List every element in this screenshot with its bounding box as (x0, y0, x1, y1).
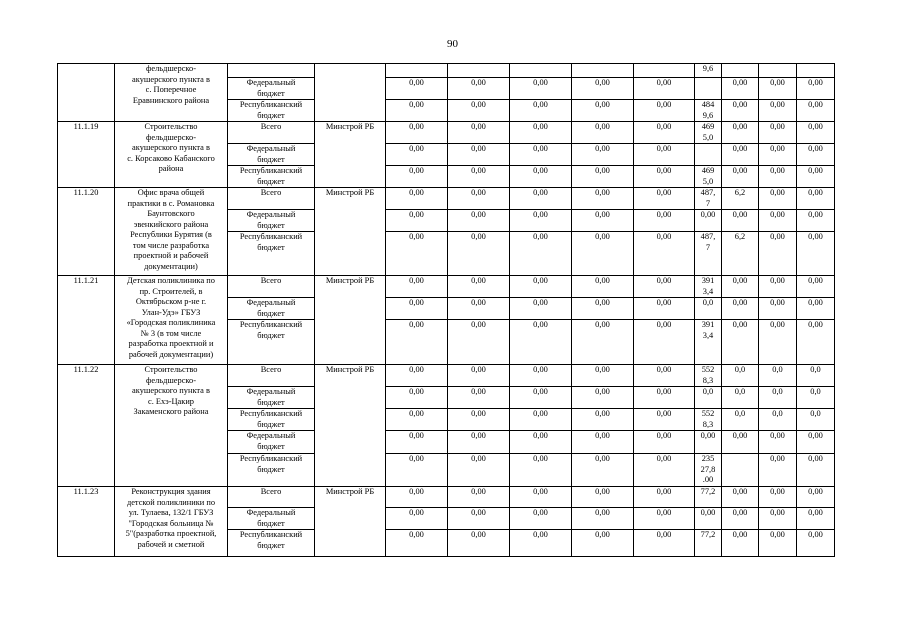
funding-source: Всего (228, 487, 315, 508)
value-cell: 0,00 (386, 276, 448, 298)
value-cell: 0,0 (759, 387, 797, 409)
value-cell (722, 64, 759, 78)
value-cell (797, 64, 835, 78)
funding-source: Федеральный бюджет (228, 387, 315, 409)
funding-source: Федеральный бюджет (228, 210, 315, 232)
value-cell: 77,2 (695, 487, 722, 508)
value-cell: 0,00 (386, 454, 448, 487)
value-cell: 0,00 (448, 122, 510, 144)
value-cell: 0,00 (386, 166, 448, 188)
value-cell: 0,00 (386, 320, 448, 365)
value-cell: 0,00 (386, 232, 448, 276)
value-cell: 0,00 (634, 508, 695, 530)
value-cell: 0,00 (797, 210, 835, 232)
funding-source: Республиканский бюджет (228, 320, 315, 365)
value-cell: 6,2 (722, 232, 759, 276)
value-cell: 0,00 (386, 365, 448, 387)
value-cell: 0,00 (722, 431, 759, 454)
value-cell: 0,00 (510, 387, 572, 409)
value-cell: 0,00 (386, 431, 448, 454)
measure-code: 11.1.20 (58, 188, 115, 276)
funding-source: Всего (228, 276, 315, 298)
value-cell: 0,00 (634, 530, 695, 557)
funding-source (228, 64, 315, 78)
value-cell: 0,00 (572, 454, 634, 487)
value-cell: 0,00 (695, 210, 722, 232)
executor (315, 64, 386, 122)
value-cell: 0,00 (386, 100, 448, 122)
value-cell: 0,00 (510, 320, 572, 365)
value-cell: 0,00 (386, 298, 448, 320)
value-cell: 0,00 (797, 487, 835, 508)
value-cell: 0,00 (448, 188, 510, 210)
value-cell: 0,00 (759, 188, 797, 210)
value-cell: 0,00 (448, 232, 510, 276)
value-cell: 0,00 (510, 409, 572, 431)
value-cell: 0,00 (448, 454, 510, 487)
value-cell: 0,00 (448, 144, 510, 166)
funding-source: Республиканский бюджет (228, 232, 315, 276)
value-cell: 0,00 (722, 320, 759, 365)
value-cell: 0,00 (448, 298, 510, 320)
value-cell: 469 5,0 (695, 122, 722, 144)
value-cell: 0,00 (797, 100, 835, 122)
value-cell: 0,00 (448, 365, 510, 387)
value-cell: 391 3,4 (695, 276, 722, 298)
funding-source: Республиканский бюджет (228, 166, 315, 188)
value-cell: 0,00 (510, 431, 572, 454)
value-cell: 0,00 (510, 454, 572, 487)
value-cell: 0,00 (572, 530, 634, 557)
value-cell: 0,00 (386, 122, 448, 144)
value-cell: 0,00 (722, 530, 759, 557)
value-cell: 0,0 (797, 365, 835, 387)
value-cell: 0,00 (797, 122, 835, 144)
value-cell: 0,00 (759, 166, 797, 188)
value-cell: 552 8,3 (695, 365, 722, 387)
table-row (58, 487, 835, 508)
value-cell: 0,00 (572, 144, 634, 166)
value-cell: 0,00 (759, 232, 797, 276)
value-cell: 0,00 (759, 144, 797, 166)
value-cell: 0,00 (759, 508, 797, 530)
value-cell: 0,00 (797, 530, 835, 557)
value-cell: 0,00 (510, 210, 572, 232)
value-cell: 0,00 (634, 232, 695, 276)
value-cell: 0,00 (510, 188, 572, 210)
value-cell: 0,00 (510, 122, 572, 144)
value-cell: 0,00 (572, 387, 634, 409)
value-cell: 0,00 (572, 487, 634, 508)
budget-table (57, 63, 835, 557)
value-cell: 235 27,8 .00 (695, 454, 722, 487)
value-cell: 0,00 (572, 365, 634, 387)
value-cell: 0,00 (797, 298, 835, 320)
measure-code: 11.1.23 (58, 487, 115, 557)
value-cell: 6,2 (722, 188, 759, 210)
funding-source: Республиканский бюджет (228, 409, 315, 431)
executor: Минстрой РБ (315, 276, 386, 365)
value-cell: 0,00 (759, 122, 797, 144)
value-cell: 0,00 (759, 431, 797, 454)
value-cell: 0,00 (722, 166, 759, 188)
value-cell (572, 64, 634, 78)
value-cell: 0,00 (572, 78, 634, 100)
page-number: 90 (447, 38, 458, 50)
value-cell: 0,00 (759, 454, 797, 487)
value-cell: 0,00 (722, 276, 759, 298)
table-row (58, 276, 835, 298)
value-cell: 0,00 (759, 210, 797, 232)
value-cell: 0,00 (722, 487, 759, 508)
value-cell: 0,00 (448, 166, 510, 188)
table-row (58, 122, 835, 144)
value-cell: 0,00 (448, 78, 510, 100)
value-cell: 391 3,4 (695, 320, 722, 365)
value-cell: 0,00 (634, 188, 695, 210)
measure-name: Реконструкция здания детской поликлиники по ул. Тулаева, 132/1 ГБУЗ "Городская больница № 5"(разработка проектной, рабочей и сметной (115, 487, 228, 557)
measure-name: Строительство фельдшерско- акушерского пункта в с. Ехэ-Цакир Закаменского района (115, 365, 228, 487)
value-cell: 0,0 (722, 387, 759, 409)
value-cell: 0,00 (510, 232, 572, 276)
value-cell: 0,00 (722, 122, 759, 144)
value-cell: 0,00 (448, 530, 510, 557)
value-cell: 487, 7 (695, 188, 722, 210)
value-cell: 0,00 (797, 188, 835, 210)
measure-name: фельдшерско- акушерского пункта в с. Поперечное Еравнинского района (115, 64, 228, 122)
value-cell: 0,00 (386, 487, 448, 508)
value-cell: 0,00 (572, 508, 634, 530)
funding-source: Всего (228, 365, 315, 387)
table-row (58, 64, 835, 78)
value-cell: 0,00 (572, 100, 634, 122)
value-cell: 487, 7 (695, 232, 722, 276)
value-cell: 0,00 (448, 387, 510, 409)
value-cell: 0,00 (797, 232, 835, 276)
value-cell (722, 454, 759, 487)
value-cell: 0,00 (634, 387, 695, 409)
value-cell: 0,0 (695, 387, 722, 409)
value-cell: 0,00 (797, 431, 835, 454)
value-cell: 0,00 (634, 210, 695, 232)
value-cell: 0,00 (386, 78, 448, 100)
value-cell: 469 5,0 (695, 166, 722, 188)
value-cell: 0,00 (797, 276, 835, 298)
value-cell: 0,00 (572, 320, 634, 365)
value-cell: 0,00 (722, 298, 759, 320)
value-cell: 0,00 (386, 188, 448, 210)
value-cell: 0,00 (695, 508, 722, 530)
table-row (58, 365, 835, 387)
value-cell: 0,00 (510, 487, 572, 508)
value-cell: 0,00 (510, 100, 572, 122)
value-cell: 0,00 (759, 78, 797, 100)
measure-name: Офис врача общей практики в с. Романовка Баунтовского эвенкийского района Республики Бурятия (в том числе разработка проектной и рабочей документации) (115, 188, 228, 276)
value-cell: 0,00 (759, 530, 797, 557)
value-cell: 0,00 (510, 508, 572, 530)
value-cell: 0,00 (722, 78, 759, 100)
value-cell: 0,00 (386, 387, 448, 409)
measure-code: 11.1.21 (58, 276, 115, 365)
measure-name: Детская поликлиника по пр. Строителей, в Октябрьском р-не г. Улан-Удэ» ГБУЗ «Городская поликлиника № 3 (в том числе разработка проектной и рабочей документации) (115, 276, 228, 365)
value-cell: 0,00 (448, 431, 510, 454)
value-cell: 0,00 (634, 166, 695, 188)
executor: Минстрой РБ (315, 122, 386, 188)
measure-code: 11.1.19 (58, 122, 115, 188)
value-cell: 552 8,3 (695, 409, 722, 431)
value-cell: 0,00 (386, 508, 448, 530)
value-cell: 0,00 (510, 78, 572, 100)
value-cell: 0,00 (572, 210, 634, 232)
funding-source: Республиканский бюджет (228, 100, 315, 122)
value-cell: 0,00 (759, 276, 797, 298)
funding-source: Федеральный бюджет (228, 298, 315, 320)
value-cell: 0,00 (572, 188, 634, 210)
value-cell (386, 64, 448, 78)
value-cell: 0,00 (722, 144, 759, 166)
value-cell: 0,00 (722, 508, 759, 530)
measure-code (58, 64, 115, 122)
value-cell: 0,00 (634, 78, 695, 100)
executor: Минстрой РБ (315, 487, 386, 557)
value-cell: 0,00 (634, 298, 695, 320)
value-cell: 0,0 (722, 365, 759, 387)
measure-code: 11.1.22 (58, 365, 115, 487)
value-cell: 0,00 (448, 487, 510, 508)
value-cell: 0,00 (510, 298, 572, 320)
value-cell: 77,2 (695, 530, 722, 557)
value-cell: 0,00 (759, 100, 797, 122)
value-cell: 0,00 (448, 276, 510, 298)
value-cell: 0,00 (448, 210, 510, 232)
value-cell: 0,0 (759, 365, 797, 387)
value-cell: 0,00 (510, 276, 572, 298)
value-cell: 0,00 (759, 298, 797, 320)
value-cell: 0,00 (572, 166, 634, 188)
value-cell: 0,00 (448, 508, 510, 530)
value-cell (695, 78, 722, 100)
value-cell: 0,00 (634, 100, 695, 122)
value-cell (448, 64, 510, 78)
value-cell: 0,00 (386, 144, 448, 166)
funding-source: Всего (228, 188, 315, 210)
value-cell: 0,00 (386, 530, 448, 557)
value-cell: 0,00 (448, 409, 510, 431)
funding-source: Республиканский бюджет (228, 454, 315, 487)
value-cell: 0,00 (797, 166, 835, 188)
funding-source: Всего (228, 122, 315, 144)
value-cell: 0,00 (797, 144, 835, 166)
value-cell: 0,0 (695, 298, 722, 320)
value-cell: 0,00 (386, 210, 448, 232)
value-cell: 0,00 (797, 78, 835, 100)
value-cell: 0,0 (797, 409, 835, 431)
executor: Минстрой РБ (315, 365, 386, 487)
value-cell: 0,00 (759, 320, 797, 365)
value-cell: 0,00 (510, 365, 572, 387)
funding-source: Федеральный бюджет (228, 508, 315, 530)
value-cell: 0,00 (572, 298, 634, 320)
value-cell: 0,00 (722, 210, 759, 232)
table-row (58, 188, 835, 210)
value-cell: 0,00 (572, 122, 634, 144)
value-cell: 0,00 (510, 144, 572, 166)
value-cell: 0,0 (722, 409, 759, 431)
value-cell: 0,00 (634, 409, 695, 431)
value-cell: 0,00 (797, 508, 835, 530)
value-cell: 0,0 (759, 409, 797, 431)
value-cell: 0,0 (797, 387, 835, 409)
value-cell: 9,6 (695, 64, 722, 78)
value-cell (695, 144, 722, 166)
value-cell: 0,00 (634, 320, 695, 365)
value-cell: 0,00 (572, 232, 634, 276)
value-cell: 0,00 (572, 409, 634, 431)
value-cell: 0,00 (634, 144, 695, 166)
value-cell: 0,00 (572, 431, 634, 454)
value-cell: 484 9,6 (695, 100, 722, 122)
value-cell: 0,00 (510, 166, 572, 188)
value-cell (634, 64, 695, 78)
value-cell: 0,00 (634, 122, 695, 144)
value-cell: 0,00 (695, 431, 722, 454)
value-cell: 0,00 (386, 409, 448, 431)
value-cell: 0,00 (722, 100, 759, 122)
executor: Минстрой РБ (315, 188, 386, 276)
value-cell: 0,00 (634, 365, 695, 387)
value-cell: 0,00 (759, 487, 797, 508)
value-cell: 0,00 (634, 431, 695, 454)
value-cell: 0,00 (634, 276, 695, 298)
value-cell: 0,00 (797, 320, 835, 365)
value-cell (510, 64, 572, 78)
measure-name: Строительство фельдшерско- акушерского пункта в с. Корсаково Кабанского района (115, 122, 228, 188)
funding-source: Федеральный бюджет (228, 431, 315, 454)
value-cell: 0,00 (510, 530, 572, 557)
value-cell: 0,00 (448, 320, 510, 365)
funding-source: Республиканский бюджет (228, 530, 315, 557)
funding-source: Федеральный бюджет (228, 78, 315, 100)
value-cell: 0,00 (634, 487, 695, 508)
value-cell: 0,00 (634, 454, 695, 487)
value-cell: 0,00 (572, 276, 634, 298)
value-cell: 0,00 (797, 454, 835, 487)
value-cell (759, 64, 797, 78)
funding-source: Федеральный бюджет (228, 144, 315, 166)
value-cell: 0,00 (448, 100, 510, 122)
